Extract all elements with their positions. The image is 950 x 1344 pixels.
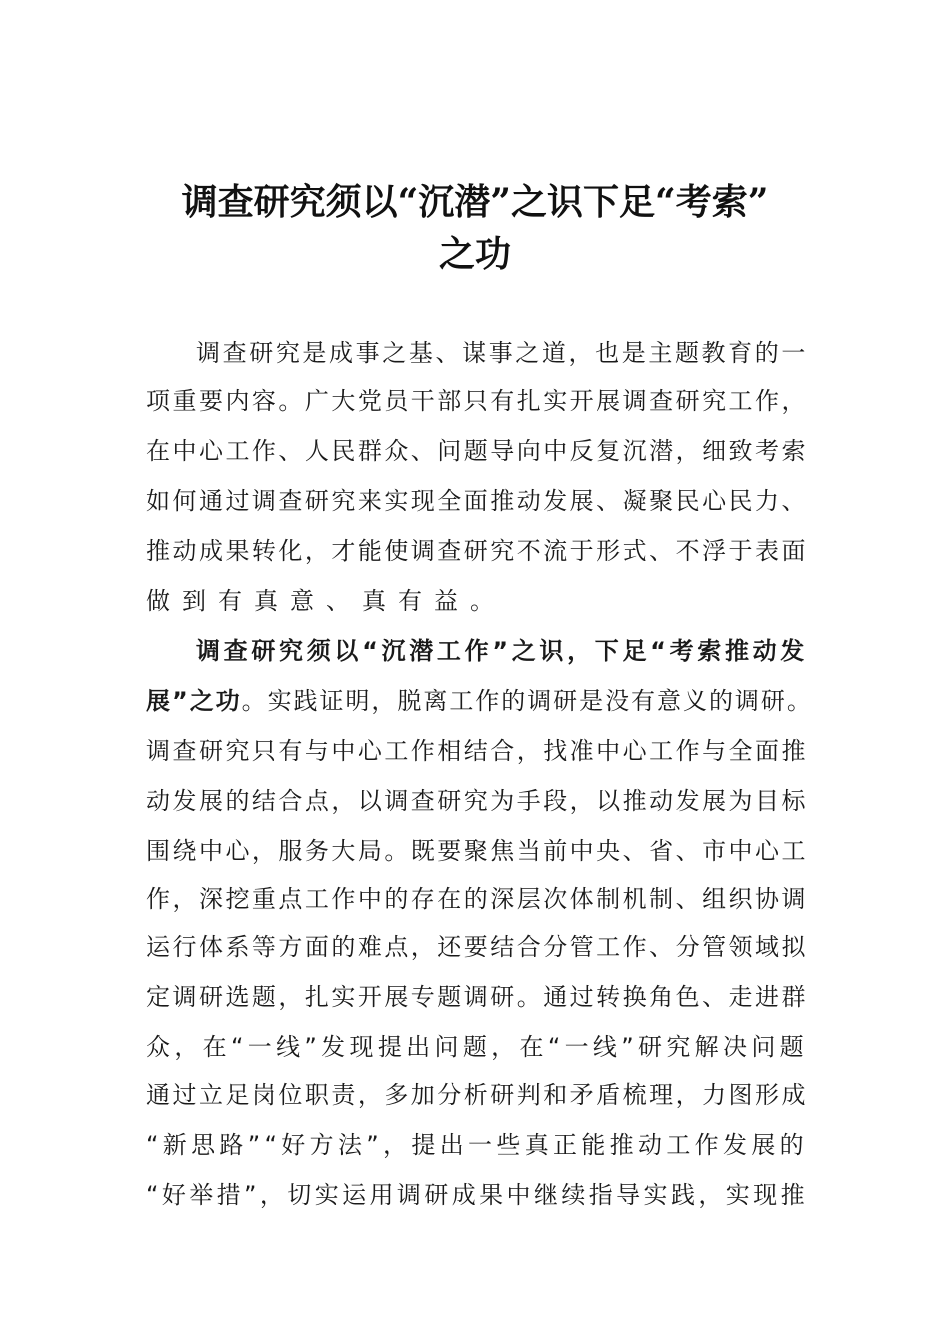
- paragraph-2-line-2: [146, 686, 813, 716]
- paragraph-1-line-2: 项重要内容。广大党员干部只有扎实开展调查研究工作，: [146, 387, 808, 415]
- paragraph-1-line-4: 如何通过调查研究来实现全面推动发展、凝聚民心民力、: [146, 487, 808, 515]
- paragraph-2-line-8: 定调研选题，扎实开展专题调研。通过转换角色、走进群: [146, 983, 808, 1011]
- paragraph-1-line-5: 推动成果转化，才能使调查研究不流于形式、不浮于表面: [146, 537, 808, 565]
- paragraph-2-line-10: 通过立足岗位职责，多加分析研判和矛盾梳理，力图形成: [146, 1081, 808, 1109]
- paragraph-2-line-4: 动发展的结合点，以调查研究为手段，以推动发展为目标: [146, 787, 808, 815]
- paragraph-2-line-5: 围绕中心，服务大局。既要聚焦当前中央、省、市中心工: [146, 837, 808, 865]
- paragraph-2-line-7: 运行体系等方面的难点，还要结合分管工作、分管领域拟: [146, 933, 808, 961]
- paragraph-2-line-9: 众，在“一线”发现提出问题，在“一线”研究解决问题: [146, 1033, 808, 1061]
- paragraph-2-line-2-text: 。实践证明，脱离工作的调研是没有意义的调研。: [241, 687, 813, 715]
- paragraph-2-line-12: “好举措”，切实运用调研成果中继续指导实践，实现推: [146, 1181, 808, 1209]
- paragraph-1-line-1: 调查研究是成事之基、谋事之道，也是主题教育的一: [196, 339, 808, 367]
- paragraph-1-line-3: 在中心工作、人民群众、问题导向中反复沉潜，细致考索: [146, 437, 808, 465]
- paragraph-2-line-11: “新思路”“好方法”，提出一些真正能推动工作发展的: [146, 1131, 808, 1159]
- paragraph-2-line-3: 调查研究只有与中心工作相结合，找准中心工作与全面推: [146, 737, 808, 765]
- document-title-line-1: 调查研究须以“沉潜”之识下足“考索”: [181, 181, 769, 223]
- paragraph-2-heading-line-1: 调查研究须以“沉潜工作”之识，下足“考索推动发: [196, 637, 808, 665]
- document-title-line-2: 之功: [438, 233, 511, 275]
- paragraph-1-line-6: 做到有真意、真有益。: [146, 587, 506, 615]
- paragraph-2-heading-tail: 展”之功: [146, 687, 242, 715]
- paragraph-2-line-6: 作，深挖重点工作中的存在的深层次体制机制、组织协调: [146, 885, 808, 913]
